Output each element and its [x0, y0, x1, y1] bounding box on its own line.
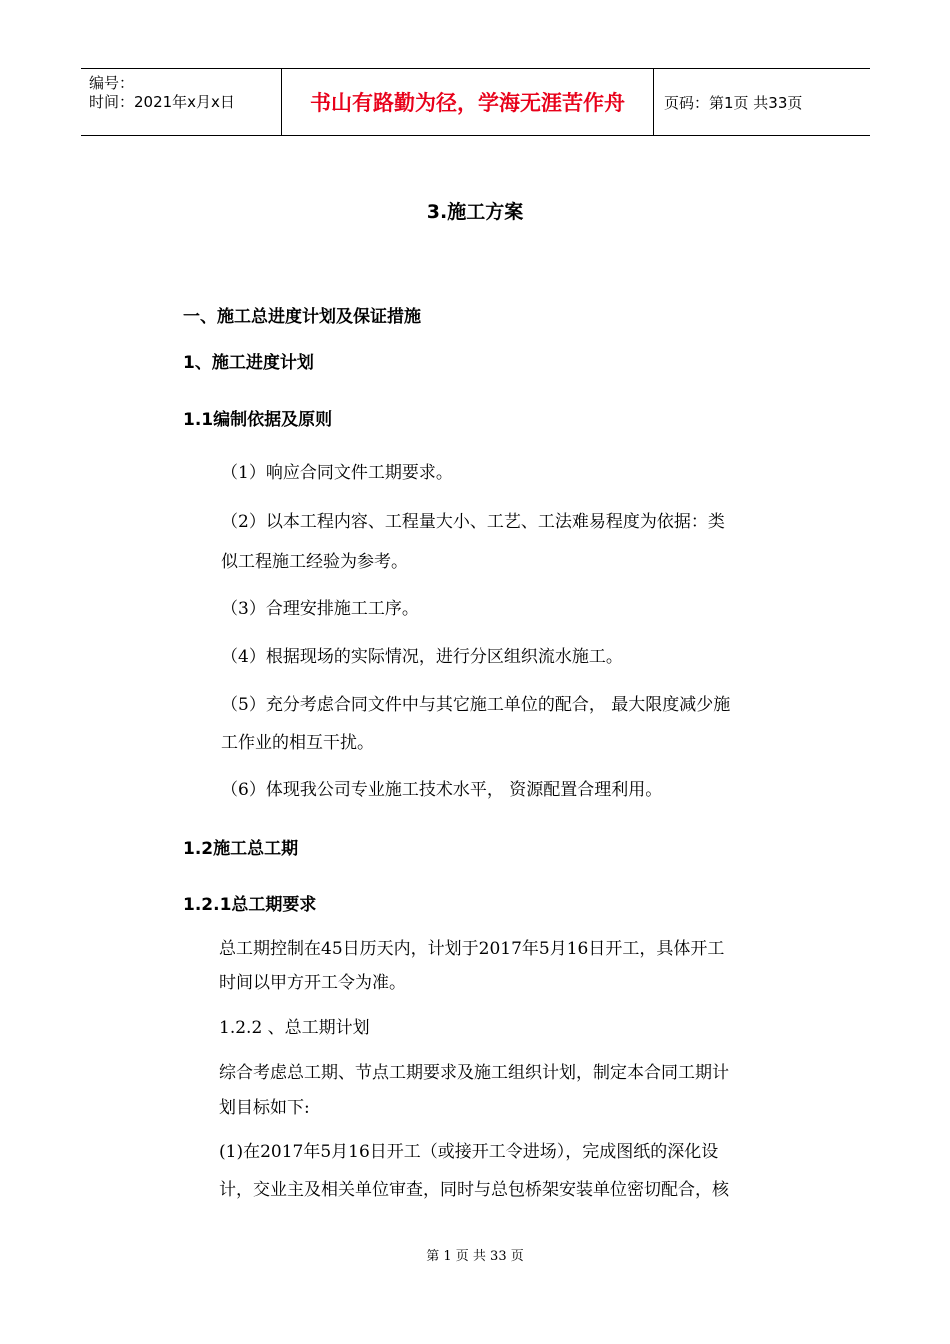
heading-section-1: 一、施工总进度计划及保证措施 [183, 307, 421, 327]
number-label: 编号： [89, 74, 135, 92]
subheading-period-plan: 1.2.2 、总工期计划 [219, 1018, 370, 1038]
basis-item-2-cont: 似工程施工经验为参考。 [221, 552, 408, 572]
basis-item-6: （6）体现我公司专业施工技术水平， 资源配置合理利用。 [221, 780, 663, 800]
date-label: 时间：2021年x月x日 [89, 93, 235, 111]
heading-schedule: 1、施工进度计划 [183, 353, 314, 373]
header-meta [81, 69, 282, 135]
heading-basis: 1.1编制依据及原则 [183, 410, 333, 430]
basis-item-5: （5）充分考虑合同文件中与其它施工单位的配合， 最大限度减少施 [221, 695, 731, 715]
document-title: 3.施工方案 [426, 201, 524, 223]
basis-item-2: （2）以本工程内容、工程量大小、工艺、工法难易程度为依据：类 [221, 512, 725, 532]
header-page-info: 页码：第1页 共33页 [664, 94, 803, 112]
heading-total-period: 1.2施工总工期 [183, 839, 299, 859]
page-footer: 第 1 页 共 33 页 [426, 1249, 524, 1264]
basis-item-3: （3）合理安排施工工序。 [221, 599, 419, 619]
period-paragraph-line-1: 总工期控制在45日历天内，计划于2017年5月16日开工，具体开工 [219, 939, 725, 959]
header-motto: 书山有路勤为径，学海无涯苦作舟 [282, 69, 654, 135]
basis-item-4: （4）根据现场的实际情况，进行分区组织流水施工。 [221, 647, 623, 667]
plan-paragraph-line-2: 划目标如下: [219, 1098, 310, 1118]
plan-item-1-line-2: 计，交业主及相关单位审查，同时与总包桥架安装单位密切配合，核 [219, 1180, 729, 1200]
basis-item-5-cont: 工作业的相互干扰。 [221, 733, 374, 753]
basis-item-1: （1）响应合同文件工期要求。 [221, 463, 453, 483]
plan-item-1-line-1: (1)在2017年5月16日开工（或接开工令进场），完成图纸的深化设 [219, 1142, 719, 1162]
document-header [81, 68, 870, 136]
period-paragraph-line-2: 时间以甲方开工令为准。 [219, 973, 406, 993]
plan-paragraph-line-1: 综合考虑总工期、节点工期要求及施工组织计划，制定本合同工期计 [219, 1063, 729, 1083]
heading-period-requirement: 1.2.1总工期要求 [183, 895, 317, 915]
